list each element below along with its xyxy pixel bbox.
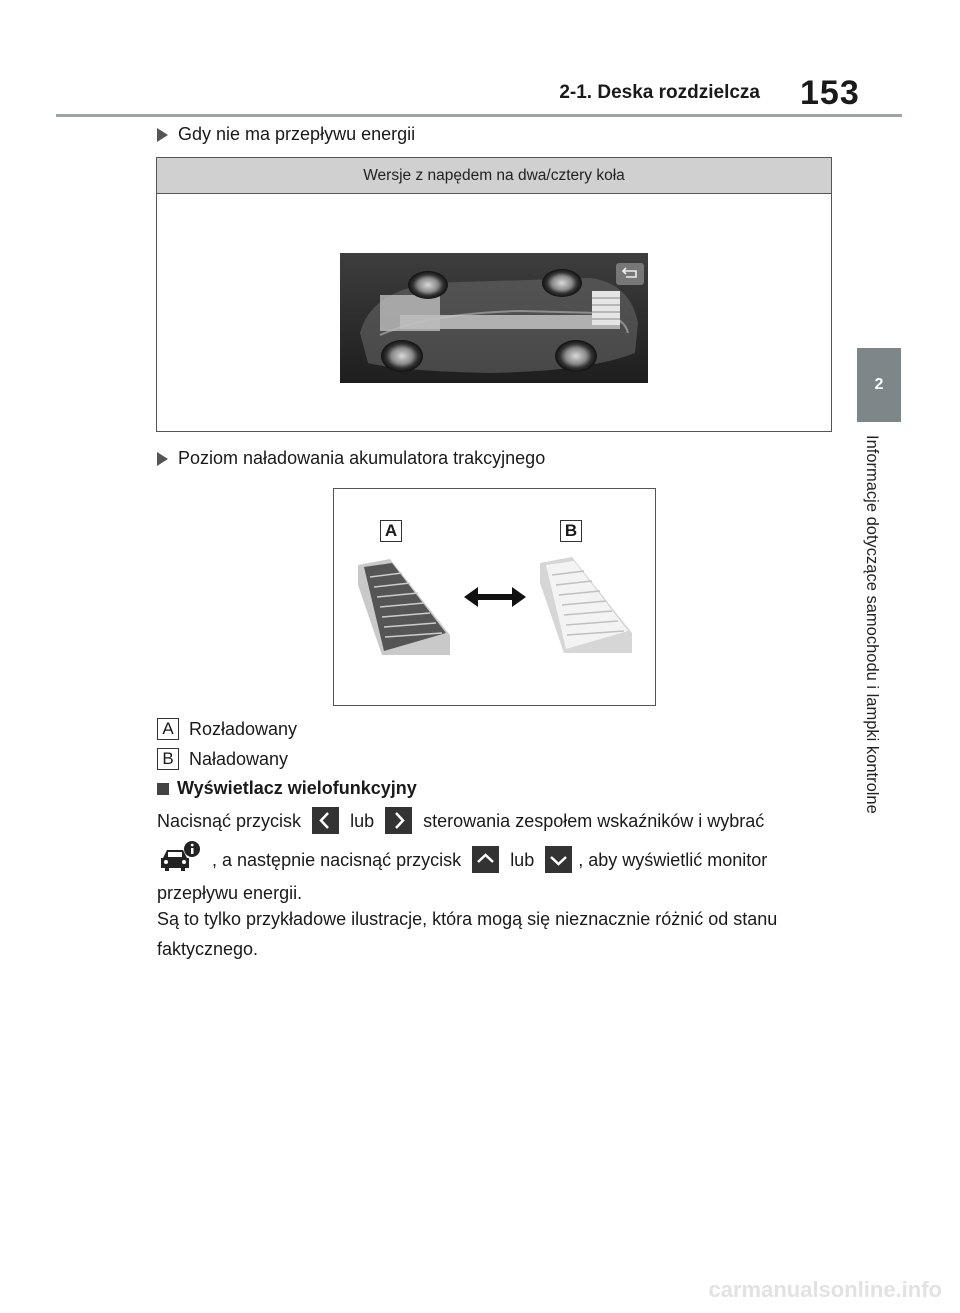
text-fragment: , aby wyświetlić monitor przepływu energii. (157, 849, 768, 903)
legend-text: Rozładowany (189, 718, 298, 739)
car-info-icon (157, 840, 201, 874)
legend-key: A (157, 718, 179, 740)
page-number: 153 (800, 74, 860, 112)
bullet-text: Poziom naładowania akumulatora trakcyjnego (178, 448, 546, 468)
header-rule (56, 114, 902, 117)
left-arrow-button-icon (312, 807, 339, 834)
watermark: carmanualsonline.info (708, 1277, 942, 1302)
section-number: 2 (874, 376, 884, 393)
up-arrow-button-icon (472, 846, 499, 873)
legend-item-b (157, 748, 288, 770)
bullet-text: Gdy nie ma przepływu energii (178, 124, 416, 144)
legend-item-a (157, 718, 297, 740)
side-chapter-title (862, 435, 888, 855)
section-title: 2-1. Deska rozdzielcza (559, 82, 760, 103)
right-arrow-button-icon (385, 807, 412, 834)
square-bullet-icon (157, 783, 169, 795)
figure-caption: Wersje z napędem na dwa/cztery koła (157, 158, 831, 194)
text-fragment: , a następnie nacisnąć przycisk (212, 849, 462, 870)
heading-text: Wyświetlacz wielofunkcyjny (177, 778, 417, 798)
down-arrow-button-icon (545, 846, 572, 873)
bullet-battery-level (157, 448, 545, 469)
legend-text: Naładowany (189, 748, 289, 769)
paragraph-instructions (157, 806, 827, 908)
legend-key: B (157, 748, 179, 770)
bullet-energy-flow (157, 124, 415, 145)
double-arrow-icon (464, 587, 526, 607)
car-illustration-icon (340, 253, 648, 383)
text-fragment: sterowania zespołem wskaźników i wybrać (423, 811, 765, 831)
triangle-bullet-icon (157, 452, 168, 466)
triangle-bullet-icon (157, 128, 168, 142)
section-heading (157, 778, 417, 799)
section-tab (857, 348, 901, 422)
battery-charged-icon (540, 557, 632, 653)
paragraph-disclaimer: Są to tylko przykładowe ilustracje, która mogą się nieznacznie różnić od stanu faktycznego. (157, 909, 778, 959)
text-fragment: Nacisnąć przycisk (157, 811, 302, 831)
figure-label-a: A (380, 520, 402, 542)
energy-flow-car-image (340, 253, 648, 383)
side-chapter-text: Informacje dotyczące samochodu i lampki kontrolne (863, 435, 881, 814)
text-fragment: lub (350, 811, 375, 831)
text-fragment: lub (510, 849, 535, 870)
battery-illustration (350, 555, 640, 665)
battery-discharged-icon (358, 559, 450, 655)
figure-label-b: B (560, 520, 582, 542)
